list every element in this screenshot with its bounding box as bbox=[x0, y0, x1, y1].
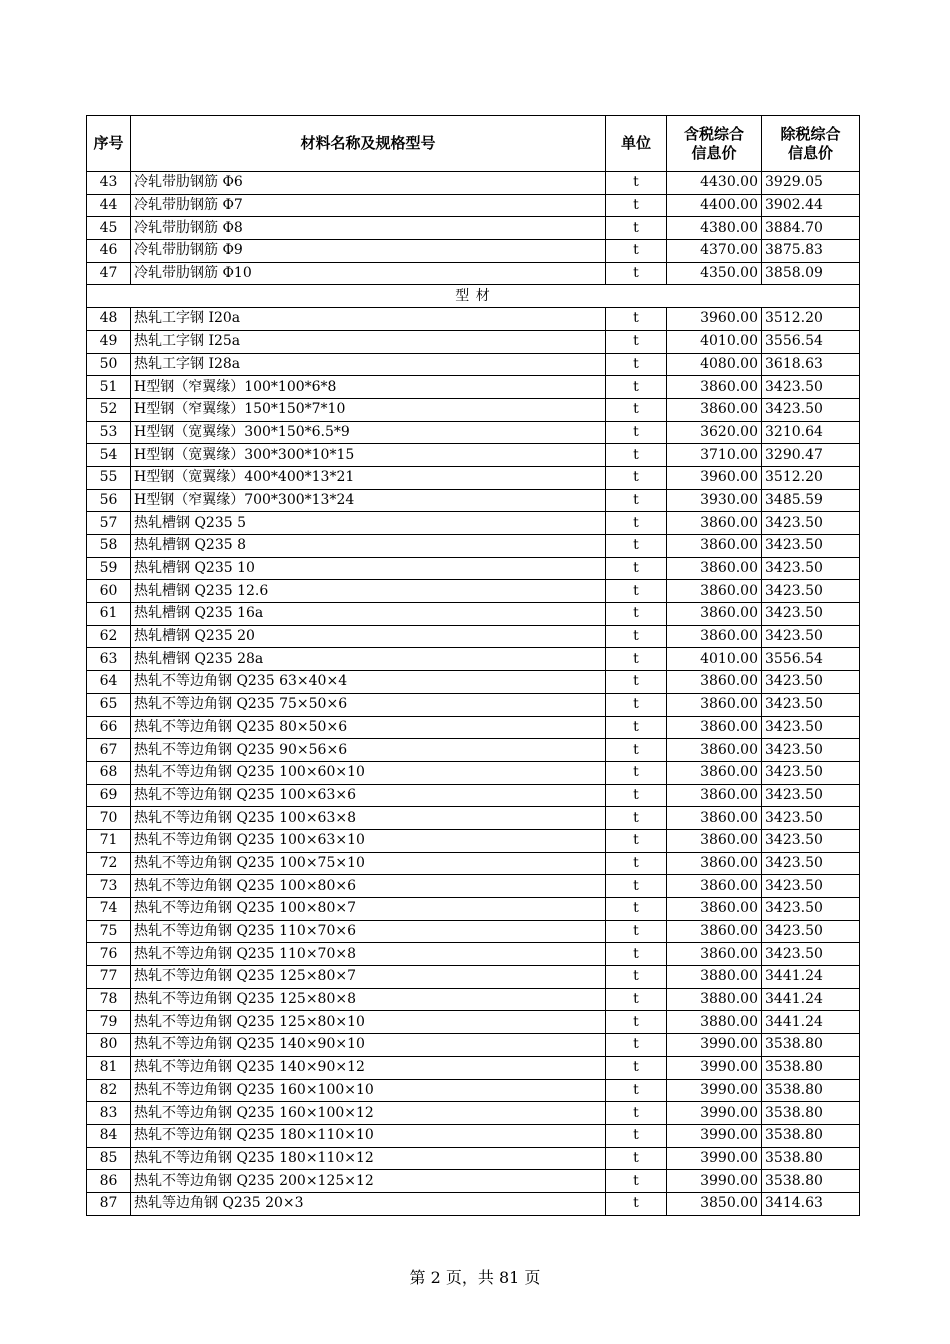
unit: t bbox=[606, 716, 667, 739]
price-without-tax: 3423.50 bbox=[762, 920, 860, 943]
section-row bbox=[87, 285, 860, 308]
unit: t bbox=[606, 966, 667, 989]
price-without-tax: 3538.80 bbox=[762, 1147, 860, 1170]
row-number: 47 bbox=[87, 262, 131, 285]
material-name: 热轧不等边角钢 Q235 100×63×6 bbox=[131, 784, 606, 807]
table-row bbox=[87, 1170, 860, 1193]
price-with-tax: 3860.00 bbox=[667, 580, 762, 603]
table-row bbox=[87, 421, 860, 444]
table-row bbox=[87, 875, 860, 898]
row-number: 71 bbox=[87, 829, 131, 852]
material-name: 热轧不等边角钢 Q235 125×80×8 bbox=[131, 988, 606, 1011]
row-number: 81 bbox=[87, 1056, 131, 1079]
price-without-tax: 3423.50 bbox=[762, 761, 860, 784]
section-row-group bbox=[87, 285, 860, 308]
price-with-tax: 3990.00 bbox=[667, 1170, 762, 1193]
price-without-tax: 3423.50 bbox=[762, 671, 860, 694]
unit: t bbox=[606, 353, 667, 376]
price-without-tax: 3423.50 bbox=[762, 807, 860, 830]
header-no: 序号 bbox=[87, 116, 131, 172]
material-name: 热轧不等边角钢 Q235 140×90×12 bbox=[131, 1056, 606, 1079]
header-price-notax bbox=[762, 116, 860, 172]
price-without-tax: 3290.47 bbox=[762, 444, 860, 467]
table-row bbox=[87, 625, 860, 648]
material-name: 热轧工字钢 I20a bbox=[131, 308, 606, 331]
page-footer: 第 2 页，共 81 页 bbox=[409, 1268, 541, 1287]
row-number: 82 bbox=[87, 1079, 131, 1102]
table-row bbox=[87, 966, 860, 989]
row-number: 75 bbox=[87, 920, 131, 943]
material-name: 冷轧带肋钢筋 Φ9 bbox=[131, 240, 606, 263]
price-with-tax: 3960.00 bbox=[667, 308, 762, 331]
price-without-tax: 3423.50 bbox=[762, 512, 860, 535]
table-row bbox=[87, 1192, 860, 1215]
row-number: 76 bbox=[87, 943, 131, 966]
price-table bbox=[86, 115, 860, 1216]
row-number: 86 bbox=[87, 1170, 131, 1193]
table-row bbox=[87, 217, 860, 240]
table-row bbox=[87, 920, 860, 943]
unit: t bbox=[606, 557, 667, 580]
material-name: 热轧槽钢 Q235 5 bbox=[131, 512, 606, 535]
material-name: 热轧槽钢 Q235 16a bbox=[131, 603, 606, 626]
price-without-tax: 3485.59 bbox=[762, 489, 860, 512]
price-without-tax: 3441.24 bbox=[762, 966, 860, 989]
price-without-tax: 3423.50 bbox=[762, 580, 860, 603]
price-with-tax: 4430.00 bbox=[667, 172, 762, 195]
table-row bbox=[87, 1147, 860, 1170]
row-number: 61 bbox=[87, 603, 131, 626]
price-without-tax: 3875.83 bbox=[762, 240, 860, 263]
header-price-tax bbox=[667, 116, 762, 172]
material-name: 热轧不等边角钢 Q235 100×63×10 bbox=[131, 829, 606, 852]
material-name: H型钢（窄翼缘）150*150*7*10 bbox=[131, 398, 606, 421]
price-with-tax: 4380.00 bbox=[667, 217, 762, 240]
price-without-tax: 3423.50 bbox=[762, 376, 860, 399]
price-with-tax: 3860.00 bbox=[667, 716, 762, 739]
unit: t bbox=[606, 376, 667, 399]
material-name: 热轧槽钢 Q235 10 bbox=[131, 557, 606, 580]
price-without-tax: 3538.80 bbox=[762, 1079, 860, 1102]
price-without-tax: 3538.80 bbox=[762, 1056, 860, 1079]
row-number: 49 bbox=[87, 330, 131, 353]
row-number: 45 bbox=[87, 217, 131, 240]
table-row bbox=[87, 194, 860, 217]
table-row bbox=[87, 693, 860, 716]
price-with-tax: 3860.00 bbox=[667, 807, 762, 830]
price-with-tax: 3860.00 bbox=[667, 625, 762, 648]
table-row bbox=[87, 240, 860, 263]
row-number: 78 bbox=[87, 988, 131, 1011]
price-with-tax: 3860.00 bbox=[667, 557, 762, 580]
table-row bbox=[87, 943, 860, 966]
row-number: 58 bbox=[87, 535, 131, 558]
table-row bbox=[87, 898, 860, 921]
price-without-tax: 3423.50 bbox=[762, 739, 860, 762]
material-name: 热轧不等边角钢 Q235 180×110×10 bbox=[131, 1124, 606, 1147]
table-row bbox=[87, 1124, 860, 1147]
header-price-notax-line1: 除税综合 bbox=[780, 124, 841, 143]
material-name: 热轧工字钢 I25a bbox=[131, 330, 606, 353]
material-name: 热轧不等边角钢 Q235 125×80×10 bbox=[131, 1011, 606, 1034]
table-row bbox=[87, 761, 860, 784]
price-without-tax: 3538.80 bbox=[762, 1034, 860, 1057]
price-without-tax: 3929.05 bbox=[762, 172, 860, 195]
price-with-tax: 3930.00 bbox=[667, 489, 762, 512]
table-body-sections bbox=[87, 308, 860, 1216]
table-row bbox=[87, 1079, 860, 1102]
unit: t bbox=[606, 1192, 667, 1215]
unit: t bbox=[606, 1124, 667, 1147]
price-with-tax: 3860.00 bbox=[667, 875, 762, 898]
material-name: H型钢（窄翼缘）100*100*6*8 bbox=[131, 376, 606, 399]
table-row bbox=[87, 557, 860, 580]
price-without-tax: 3423.50 bbox=[762, 625, 860, 648]
unit: t bbox=[606, 1034, 667, 1057]
row-number: 83 bbox=[87, 1102, 131, 1125]
row-number: 56 bbox=[87, 489, 131, 512]
price-with-tax: 4080.00 bbox=[667, 353, 762, 376]
table-row bbox=[87, 535, 860, 558]
row-number: 46 bbox=[87, 240, 131, 263]
unit: t bbox=[606, 829, 667, 852]
price-without-tax: 3538.80 bbox=[762, 1170, 860, 1193]
price-without-tax: 3512.20 bbox=[762, 466, 860, 489]
unit: t bbox=[606, 489, 667, 512]
unit: t bbox=[606, 172, 667, 195]
table-row bbox=[87, 784, 860, 807]
unit: t bbox=[606, 1079, 667, 1102]
price-with-tax: 3860.00 bbox=[667, 535, 762, 558]
unit: t bbox=[606, 761, 667, 784]
unit: t bbox=[606, 852, 667, 875]
table-row bbox=[87, 852, 860, 875]
price-with-tax: 3860.00 bbox=[667, 603, 762, 626]
material-name: 热轧不等边角钢 Q235 100×75×10 bbox=[131, 852, 606, 875]
unit: t bbox=[606, 580, 667, 603]
table-row bbox=[87, 1102, 860, 1125]
price-with-tax: 3990.00 bbox=[667, 1034, 762, 1057]
price-with-tax: 3960.00 bbox=[667, 466, 762, 489]
material-name: 热轧工字钢 I28a bbox=[131, 353, 606, 376]
unit: t bbox=[606, 421, 667, 444]
price-with-tax: 3860.00 bbox=[667, 761, 762, 784]
material-name: H型钢（宽翼缘）300*150*6.5*9 bbox=[131, 421, 606, 444]
price-with-tax: 4370.00 bbox=[667, 240, 762, 263]
price-with-tax: 3860.00 bbox=[667, 829, 762, 852]
row-number: 60 bbox=[87, 580, 131, 603]
row-number: 52 bbox=[87, 398, 131, 421]
price-without-tax: 3538.80 bbox=[762, 1124, 860, 1147]
table-row bbox=[87, 512, 860, 535]
table-row bbox=[87, 807, 860, 830]
price-with-tax: 4400.00 bbox=[667, 194, 762, 217]
row-number: 70 bbox=[87, 807, 131, 830]
unit: t bbox=[606, 603, 667, 626]
material-name: 热轧不等边角钢 Q235 75×50×6 bbox=[131, 693, 606, 716]
price-without-tax: 3618.63 bbox=[762, 353, 860, 376]
material-name: 热轧槽钢 Q235 28a bbox=[131, 648, 606, 671]
material-name: H型钢（宽翼缘）400*400*13*21 bbox=[131, 466, 606, 489]
price-without-tax: 3902.44 bbox=[762, 194, 860, 217]
unit: t bbox=[606, 1170, 667, 1193]
price-without-tax: 3423.50 bbox=[762, 716, 860, 739]
header-name: 材料名称及规格型号 bbox=[131, 116, 606, 172]
row-number: 43 bbox=[87, 172, 131, 195]
price-without-tax: 3441.24 bbox=[762, 988, 860, 1011]
table-row bbox=[87, 172, 860, 195]
price-with-tax: 3990.00 bbox=[667, 1079, 762, 1102]
table-header-row bbox=[87, 116, 860, 172]
price-without-tax: 3884.70 bbox=[762, 217, 860, 240]
unit: t bbox=[606, 398, 667, 421]
row-number: 57 bbox=[87, 512, 131, 535]
price-without-tax: 3414.63 bbox=[762, 1192, 860, 1215]
material-name: 热轧不等边角钢 Q235 110×70×6 bbox=[131, 920, 606, 943]
row-number: 44 bbox=[87, 194, 131, 217]
table-row bbox=[87, 1034, 860, 1057]
price-with-tax: 4350.00 bbox=[667, 262, 762, 285]
material-name: H型钢（窄翼缘）700*300*13*24 bbox=[131, 489, 606, 512]
table-row bbox=[87, 716, 860, 739]
unit: t bbox=[606, 535, 667, 558]
price-with-tax: 3880.00 bbox=[667, 1011, 762, 1034]
unit: t bbox=[606, 807, 667, 830]
price-without-tax: 3441.24 bbox=[762, 1011, 860, 1034]
table-row bbox=[87, 262, 860, 285]
unit: t bbox=[606, 739, 667, 762]
row-number: 85 bbox=[87, 1147, 131, 1170]
unit: t bbox=[606, 444, 667, 467]
unit: t bbox=[606, 671, 667, 694]
row-number: 72 bbox=[87, 852, 131, 875]
material-name: 热轧不等边角钢 Q235 160×100×10 bbox=[131, 1079, 606, 1102]
price-with-tax: 3990.00 bbox=[667, 1056, 762, 1079]
price-without-tax: 3423.50 bbox=[762, 398, 860, 421]
table-row bbox=[87, 398, 860, 421]
unit: t bbox=[606, 920, 667, 943]
material-name: 热轧不等边角钢 Q235 100×80×7 bbox=[131, 898, 606, 921]
row-number: 65 bbox=[87, 693, 131, 716]
price-without-tax: 3423.50 bbox=[762, 557, 860, 580]
price-with-tax: 3990.00 bbox=[667, 1102, 762, 1125]
material-name: H型钢（宽翼缘）300*300*10*15 bbox=[131, 444, 606, 467]
unit: t bbox=[606, 308, 667, 331]
price-without-tax: 3423.50 bbox=[762, 784, 860, 807]
material-name: 热轧不等边角钢 Q235 100×60×10 bbox=[131, 761, 606, 784]
table-row bbox=[87, 988, 860, 1011]
table-row bbox=[87, 308, 860, 331]
price-without-tax: 3556.54 bbox=[762, 330, 860, 353]
row-number: 55 bbox=[87, 466, 131, 489]
material-name: 热轧槽钢 Q235 20 bbox=[131, 625, 606, 648]
row-number: 77 bbox=[87, 966, 131, 989]
material-name: 热轧不等边角钢 Q235 140×90×10 bbox=[131, 1034, 606, 1057]
unit: t bbox=[606, 1102, 667, 1125]
unit: t bbox=[606, 1056, 667, 1079]
unit: t bbox=[606, 217, 667, 240]
price-with-tax: 3860.00 bbox=[667, 784, 762, 807]
price-without-tax: 3423.50 bbox=[762, 852, 860, 875]
table-row bbox=[87, 444, 860, 467]
row-number: 48 bbox=[87, 308, 131, 331]
price-with-tax: 3860.00 bbox=[667, 671, 762, 694]
material-name: 热轧不等边角钢 Q235 100×63×8 bbox=[131, 807, 606, 830]
material-name: 热轧不等边角钢 Q235 180×110×12 bbox=[131, 1147, 606, 1170]
price-without-tax: 3423.50 bbox=[762, 898, 860, 921]
price-without-tax: 3538.80 bbox=[762, 1102, 860, 1125]
row-number: 67 bbox=[87, 739, 131, 762]
material-name: 热轧槽钢 Q235 8 bbox=[131, 535, 606, 558]
unit: t bbox=[606, 194, 667, 217]
price-without-tax: 3423.50 bbox=[762, 693, 860, 716]
price-with-tax: 3860.00 bbox=[667, 739, 762, 762]
price-without-tax: 3512.20 bbox=[762, 308, 860, 331]
material-name: 热轧不等边角钢 Q235 160×100×12 bbox=[131, 1102, 606, 1125]
table-row bbox=[87, 829, 860, 852]
row-number: 79 bbox=[87, 1011, 131, 1034]
unit: t bbox=[606, 240, 667, 263]
table-row bbox=[87, 466, 860, 489]
price-with-tax: 3860.00 bbox=[667, 693, 762, 716]
unit: t bbox=[606, 1147, 667, 1170]
row-number: 50 bbox=[87, 353, 131, 376]
unit: t bbox=[606, 988, 667, 1011]
row-number: 53 bbox=[87, 421, 131, 444]
row-number: 59 bbox=[87, 557, 131, 580]
price-without-tax: 3423.50 bbox=[762, 535, 860, 558]
unit: t bbox=[606, 693, 667, 716]
header-unit: 单位 bbox=[606, 116, 667, 172]
price-with-tax: 3860.00 bbox=[667, 512, 762, 535]
row-number: 63 bbox=[87, 648, 131, 671]
table-row bbox=[87, 1011, 860, 1034]
price-with-tax: 3710.00 bbox=[667, 444, 762, 467]
row-number: 74 bbox=[87, 898, 131, 921]
material-name: 冷轧带肋钢筋 Φ8 bbox=[131, 217, 606, 240]
material-name: 冷轧带肋钢筋 Φ6 bbox=[131, 172, 606, 195]
table-row bbox=[87, 671, 860, 694]
price-with-tax: 3850.00 bbox=[667, 1192, 762, 1215]
unit: t bbox=[606, 512, 667, 535]
material-name: 热轧不等边角钢 Q235 200×125×12 bbox=[131, 1170, 606, 1193]
row-number: 80 bbox=[87, 1034, 131, 1057]
section-title: 型 材 bbox=[87, 285, 860, 308]
price-with-tax: 4010.00 bbox=[667, 648, 762, 671]
table-row bbox=[87, 376, 860, 399]
price-without-tax: 3423.50 bbox=[762, 943, 860, 966]
table-row bbox=[87, 489, 860, 512]
row-number: 62 bbox=[87, 625, 131, 648]
unit: t bbox=[606, 943, 667, 966]
row-number: 73 bbox=[87, 875, 131, 898]
material-name: 热轧不等边角钢 Q235 63×40×4 bbox=[131, 671, 606, 694]
unit: t bbox=[606, 648, 667, 671]
price-without-tax: 3210.64 bbox=[762, 421, 860, 444]
price-with-tax: 3990.00 bbox=[667, 1147, 762, 1170]
price-with-tax: 3620.00 bbox=[667, 421, 762, 444]
price-with-tax: 3990.00 bbox=[667, 1124, 762, 1147]
price-with-tax: 3880.00 bbox=[667, 988, 762, 1011]
row-number: 64 bbox=[87, 671, 131, 694]
price-with-tax: 3860.00 bbox=[667, 398, 762, 421]
row-number: 51 bbox=[87, 376, 131, 399]
table-row bbox=[87, 353, 860, 376]
unit: t bbox=[606, 625, 667, 648]
price-with-tax: 3860.00 bbox=[667, 920, 762, 943]
table-row bbox=[87, 1056, 860, 1079]
table-body-rebar bbox=[87, 172, 860, 285]
material-name: 热轧不等边角钢 Q235 125×80×7 bbox=[131, 966, 606, 989]
material-name: 热轧等边角钢 Q235 20×3 bbox=[131, 1192, 606, 1215]
material-name: 热轧不等边角钢 Q235 80×50×6 bbox=[131, 716, 606, 739]
price-with-tax: 3860.00 bbox=[667, 376, 762, 399]
table-row bbox=[87, 330, 860, 353]
unit: t bbox=[606, 875, 667, 898]
table-row bbox=[87, 648, 860, 671]
unit: t bbox=[606, 898, 667, 921]
price-with-tax: 3860.00 bbox=[667, 852, 762, 875]
row-number: 66 bbox=[87, 716, 131, 739]
table-row bbox=[87, 603, 860, 626]
material-name: 热轧不等边角钢 Q235 110×70×8 bbox=[131, 943, 606, 966]
unit: t bbox=[606, 466, 667, 489]
material-name: 冷轧带肋钢筋 Φ7 bbox=[131, 194, 606, 217]
price-without-tax: 3423.50 bbox=[762, 829, 860, 852]
table-row bbox=[87, 580, 860, 603]
material-name: 热轧槽钢 Q235 12.6 bbox=[131, 580, 606, 603]
row-number: 68 bbox=[87, 761, 131, 784]
material-name: 热轧不等边角钢 Q235 100×80×6 bbox=[131, 875, 606, 898]
row-number: 87 bbox=[87, 1192, 131, 1215]
unit: t bbox=[606, 784, 667, 807]
price-without-tax: 3423.50 bbox=[762, 603, 860, 626]
price-without-tax: 3858.09 bbox=[762, 262, 860, 285]
price-with-tax: 3880.00 bbox=[667, 966, 762, 989]
material-name: 热轧不等边角钢 Q235 90×56×6 bbox=[131, 739, 606, 762]
unit: t bbox=[606, 1011, 667, 1034]
table-row bbox=[87, 739, 860, 762]
price-with-tax: 3860.00 bbox=[667, 943, 762, 966]
price-with-tax: 3860.00 bbox=[667, 898, 762, 921]
header-price-tax-line2: 信息价 bbox=[691, 143, 737, 162]
header-price-notax-line2: 信息价 bbox=[787, 143, 833, 162]
row-number: 84 bbox=[87, 1124, 131, 1147]
price-without-tax: 3556.54 bbox=[762, 648, 860, 671]
header-price-tax-line1: 含税综合 bbox=[683, 124, 744, 143]
price-without-tax: 3423.50 bbox=[762, 875, 860, 898]
unit: t bbox=[606, 262, 667, 285]
unit: t bbox=[606, 330, 667, 353]
material-name: 冷轧带肋钢筋 Φ10 bbox=[131, 262, 606, 285]
row-number: 69 bbox=[87, 784, 131, 807]
price-with-tax: 4010.00 bbox=[667, 330, 762, 353]
row-number: 54 bbox=[87, 444, 131, 467]
